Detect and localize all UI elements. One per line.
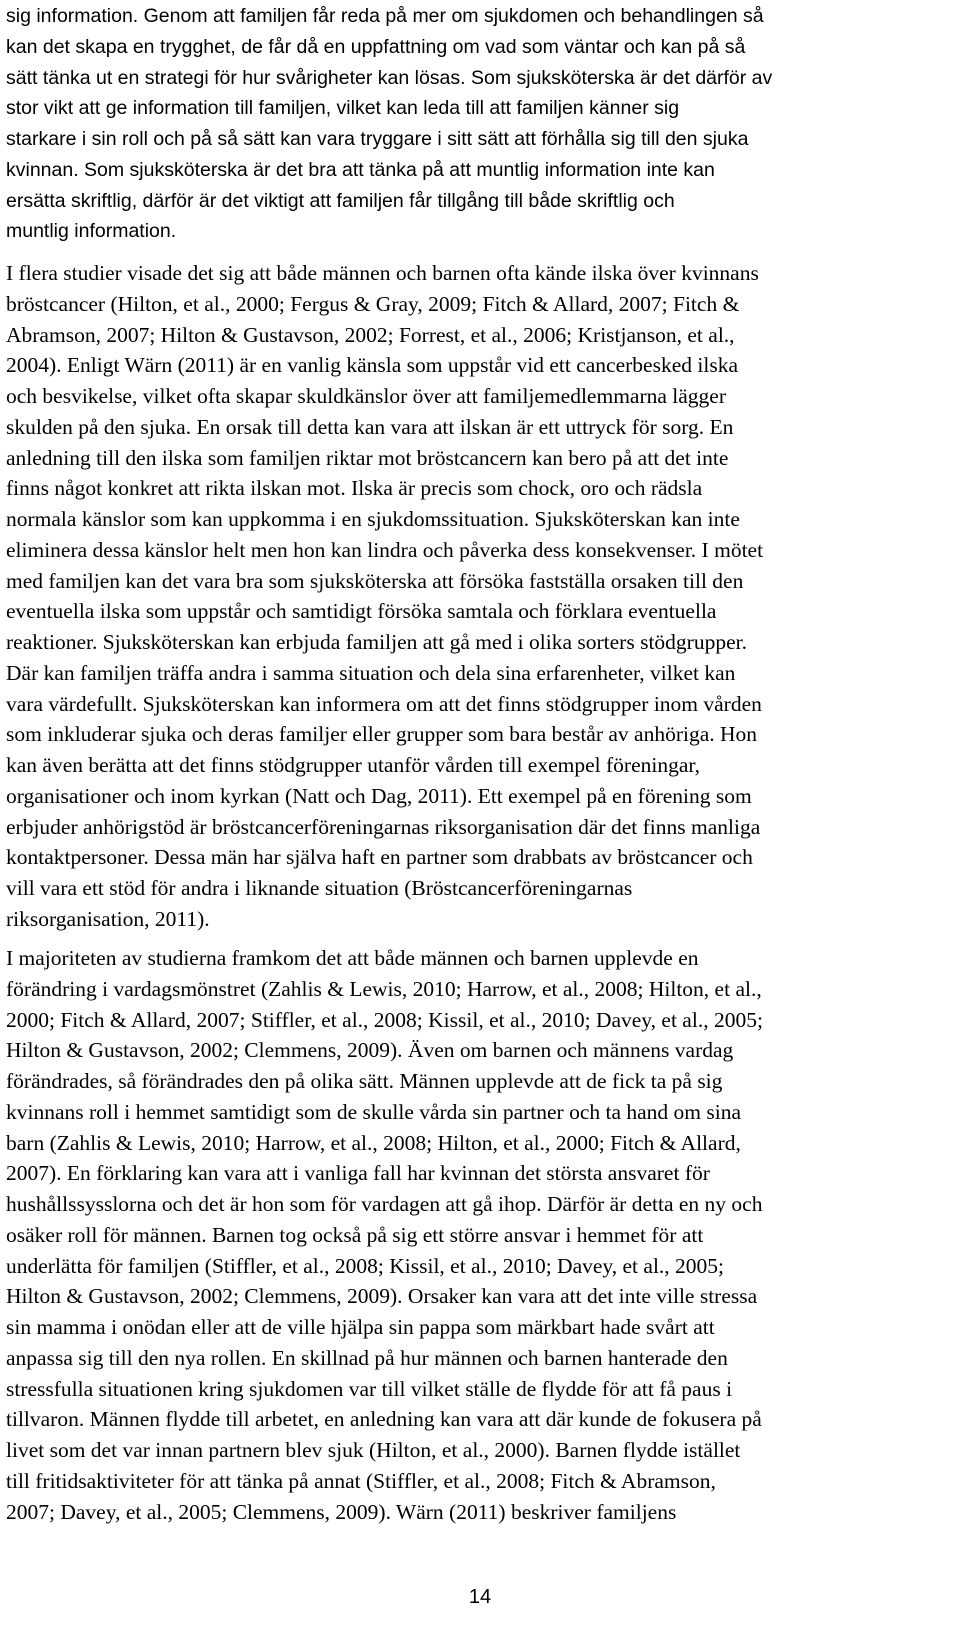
text-line: ersätta skriftlig, därför är det viktigt att familjen får tillgång till både skriftlig och [6,189,675,212]
paragraph-family-information [6,1,954,247]
text-line: förändring i vardagsmönstret (Zahlis & Lewis, 2010; Harrow, et al., 2008; Hilton, et al., [6,976,762,1001]
paragraph-everyday-changes [6,943,954,1527]
text-line: 2007; Davey, et al., 2005; Clemmens, 2009). Wärn (2011) beskriver familjens [6,1499,677,1524]
text-line: finns något konkret att rikta ilskan mot. Ilska är precis som chock, oro och rädsla [6,476,703,501]
text-line: anpassa sig till den nya rollen. En skillnad på hur männen och barnen hanterade den [6,1345,728,1370]
paragraph-anger-and-support [6,258,954,935]
text-line: förändrades, så förändrades den på olika sätt. Männen upplevde att de fick ta på sig [6,1069,723,1093]
text-line: organisationer och inom kyrkan (Natt och Dag, 2011). Ett exempel på en förening som [6,783,752,808]
text-line: 2004). Enligt Wärn (2011) är en vanlig känsla som uppstår vid ett cancerbesked ilska [6,353,738,378]
text-line: muntlig information. [6,220,177,243]
text-line: erbjuder anhörigstöd är bröstcancerföreningarnas riksorganisation där det finns manliga [6,814,761,839]
text-line: 2000; Fitch & Allard, 2007; Stiffler, et al., 2008; Kissil, et al., 2010; Davey, et al., 2005; [6,1007,763,1032]
text-line: kan även berätta att det finns stödgrupper utanför vården till exempel föreningar, [6,753,701,777]
text-line: kontaktpersoner. Dessa män har själva haft en partner som drabbats av bröstcancer och [6,845,753,870]
text-line: sin mamma i onödan eller att de ville hjälpa sin pappa som märkbart hade svårt att [6,1315,715,1339]
text-line: och besvikelse, vilket ofta skapar skuldkänslor över att familjemedlemmarna lägger [6,384,727,408]
text-line: Abramson, 2007; Hilton & Gustavson, 2002; Forrest, et al., 2006; Kristjanson, et al., [6,322,735,347]
text-line: vara värdefullt. Sjuksköterskan kan informera om att det finns stödgrupper inom vården [6,691,762,716]
text-line: livet som det var innan partnern blev sjuk (Hilton, et al., 2000). Barnen flydde istället [6,1438,741,1462]
text-line: kan det skapa en trygghet, de får då en uppfattning om vad som väntar och kan på så [6,35,746,58]
text-line: Hilton & Gustavson, 2002; Clemmens, 2009). Orsaker kan vara att det inte ville stressa [6,1284,758,1309]
text-line: riksorganisation, 2011). [6,906,210,931]
text-line: barn (Zahlis & Lewis, 2010; Harrow, et al., 2008; Hilton, et al., 2000; Fitch & Allard, [6,1130,741,1155]
text-line: kvinnan. Som sjuksköterska är det bra att tänka på att muntlig information inte kan [6,158,715,181]
text-line: eliminera dessa känslor helt men hon kan lindra och påverka dess konsekvenser. I mötet [6,537,764,562]
text-line: hushållssysslorna och det är hon som för vardagen att gå ihop. Därför är detta en ny och [6,1192,763,1216]
text-line: underlätta för familjen (Stiffler, et al., 2008; Kissil, et al., 2010; Davey, et al., 2005; [6,1253,725,1278]
text-line: sätt tänka ut en strategi för hur svårigheter kan lösas. Som sjuksköterska är det därför av [6,66,773,89]
text-line: vill vara ett stöd för andra i liknande situation (Bröstcancerföreningarnas [6,876,633,900]
page-number: 14 [468,1586,492,1608]
text-line: som inkluderar sjuka och deras familjer eller grupper som bara består av anhöriga. Hon [6,722,758,747]
text-line: starkare i sin roll och på så sätt kan vara tryggare i sitt sätt att förhålla sig till den sjuka [6,128,749,150]
text-line: osäker roll för männen. Barnen tog också på sig ett större ansvar i hemmet för att [6,1222,704,1247]
text-line: stressfulla situationen kring sjukdomen var till vilket ställe de flydde för att få paus i [6,1376,733,1401]
text-line: normala känslor som kan uppkomma i en sjukdomssituation. Sjuksköterskan kan inte [6,507,740,531]
text-line: skulden på den sjuka. En orsak till detta kan vara att ilskan är ett uttryck för sorg. En [6,414,734,439]
text-line: med familjen kan det vara bra som sjuksköterska att försöka fastställa orsaken till den [6,568,744,593]
text-line: anledning till den ilska som familjen riktar mot bröstcancern kan bero på att det inte [6,445,729,470]
text-line: tillvaron. Männen flydde till arbetet, en anledning kan vara att där kunde de fokusera på [6,1407,762,1432]
text-line: Hilton & Gustavson, 2002; Clemmens, 2009). Även om barnen och männens vardag [6,1038,734,1063]
text-line: kvinnans roll i hemmet samtidigt som de skulle vårda sin partner och ta hand om sina [6,1099,742,1124]
text-line: reaktioner. Sjuksköterskan kan erbjuda familjen att gå med i olika sorters stödgrupper. [6,630,747,654]
text-line: I flera studier visade det sig att både männen och barnen ofta kände ilska över kvinnans [6,261,759,285]
text-line: 2007). En förklaring kan vara att i vanliga fall har kvinnan det största ansvaret för [6,1161,710,1186]
text-line: stor vikt att ge information till familjen, vilket kan leda till att familjen känner sig [6,97,680,120]
text-line: sig information. Genom att familjen får reda på mer om sjukdomen och behandlingen så [6,5,764,27]
text-line: I majoriteten av studierna framkom det att både männen och barnen upplevde en [6,946,699,970]
text-line: eventuella ilska som uppstår och samtidigt försöka samtala och förklara eventuella [6,599,717,624]
text-line: bröstcancer (Hilton, et al., 2000; Fergus & Gray, 2009; Fitch & Allard, 2007; Fitch & [6,291,740,316]
text-line: till fritidsaktiviteter för att tänka på annat (Stiffler, et al., 2008; Fitch & Abramson, [6,1468,716,1493]
text-line: Där kan familjen träffa andra i samma situation och dela sina erfarenheter, vilket kan [6,660,736,685]
